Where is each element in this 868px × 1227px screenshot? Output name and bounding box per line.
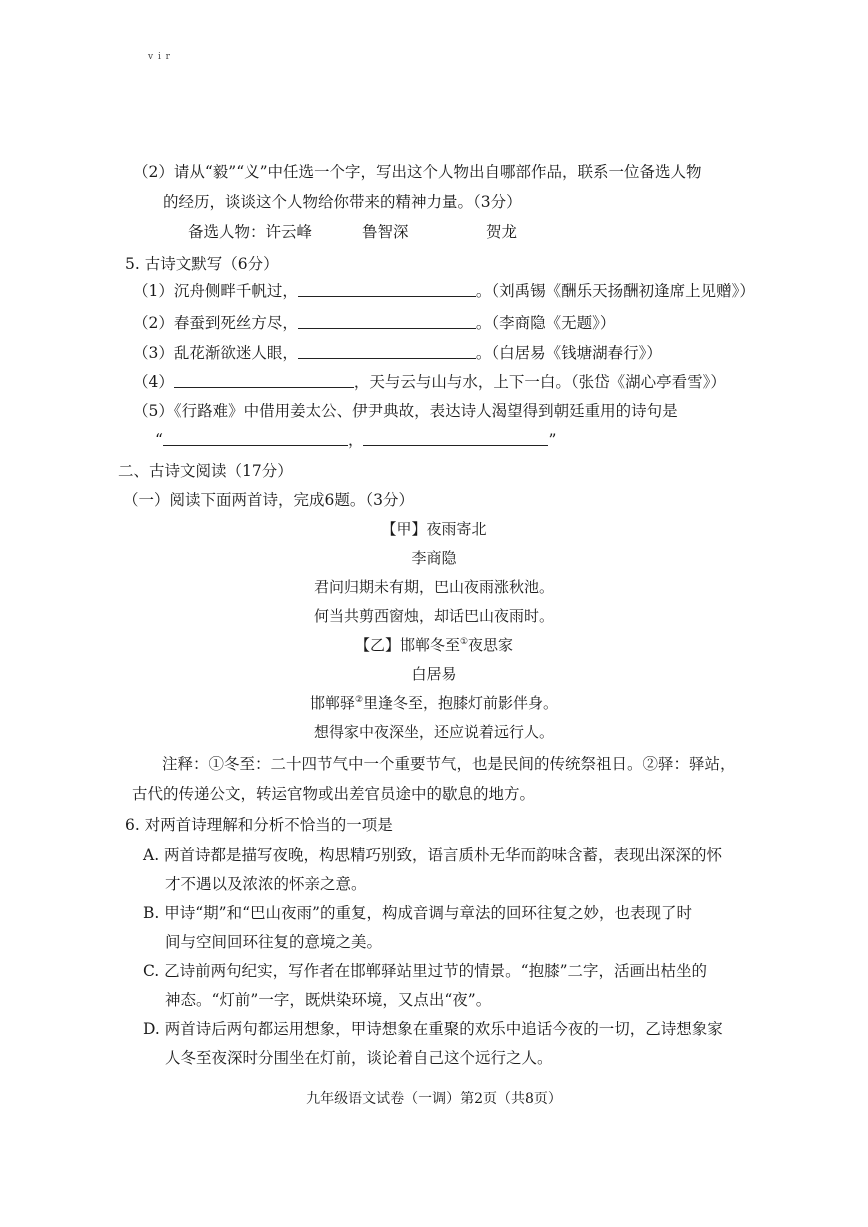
q5-item-3-source: 。（白居易《钱塘湖春行》） [475,344,662,362]
notes-line-1: 注释：①冬至：二十四节气中一个重要节气，也是民间的传统祭祖日。②驿：驿站， [162,755,736,773]
answer-blank[interactable] [363,431,548,446]
section-2-sub1: （一）阅读下面两首诗，完成6题。（3分） [123,491,414,509]
q6-option-a-line1[interactable]: A. 两首诗都是描写夜晚，构思精巧别致，语言质朴无华而韵味含蓄，表现出深深的怀 [143,846,723,864]
q5-title: 5. 古诗文默写（6分） [125,255,279,273]
close-quote: ” [548,431,557,449]
corner-mark: v i r [148,52,171,62]
q6-option-b-line2: 间与空间回环往复的意境之美。 [165,933,383,951]
poem-a-line-1: 君问归期未有期，巴山夜雨涨秋池。 [313,578,554,596]
answer-blank[interactable] [298,282,476,297]
notes-line-2: 古代的传递公文，转运官物或出差官员途中的歇息的地方。 [132,785,536,803]
q4-2-candidates-label: 备选人物：许云峰 [188,223,313,241]
comma: ， [347,431,364,449]
answer-blank[interactable] [163,431,348,446]
answer-blank[interactable] [174,373,354,388]
q4-2-line2: 的经历，谈谈这个人物给你带来的精神力量。（3分） [163,193,522,211]
section-2-title: 二、古诗文阅读（17分） [118,462,293,480]
q5-item-5-line2 [155,430,556,450]
poem-b-line-1 [0,693,868,713]
poem-b-line-1-tail: 里逢冬至，抱膝灯前影伴身。 [363,694,559,712]
poem-b-author: 白居易 [411,665,457,683]
answer-blank[interactable] [298,314,476,329]
page-footer: 九年级语文试卷（一调）第2页（共8页） [306,1091,562,1107]
q4-2-line1: （2）请从“毅”“义”中任选一个字，写出这个人物出自哪部作品，联系一位备选人物 [133,163,702,181]
q5-item-4 [133,372,726,392]
q5-item-5-line1: （5）《行路难》中借用姜太公、伊尹典故，表达诗人渴望得到朝廷重用的诗句是 [133,402,678,420]
q6-option-c-line1[interactable]: C. 乙诗前两句纪实，写作者在邯郸驿站里过节的情景。“抱膝”二字，活画出枯坐的 [143,962,708,980]
q5-item-3 [133,343,662,363]
q5-item-1 [133,281,755,301]
q6-option-d-line1[interactable]: D. 两首诗后两句都运用想象，甲诗想象在重聚的欢乐中追话今夜的一切，乙诗想象家 [143,1020,723,1038]
q5-item-4-prompt: （4） [133,373,174,391]
poem-a-author: 李商隐 [411,549,457,567]
poem-b-title-text: 【乙】邯郸冬至 [354,636,460,654]
q5-item-1-prompt: （1）沉舟侧畔千帆过， [133,282,298,300]
answer-blank[interactable] [298,344,476,359]
q5-item-2-source: 。（李商隐《无题》） [475,314,616,332]
footnote-ref-1: ① [459,637,469,647]
poem-b-line-2: 想得家中夜深坐，还应说着远行人。 [313,723,554,741]
q5-item-3-prompt: （3）乱花渐欲迷人眼， [133,344,298,362]
poem-b-title [0,635,868,655]
poem-a-title: 【甲】夜雨寄北 [381,520,487,538]
q4-2-candidate-3: 贺龙 [486,223,518,241]
q5-item-4-source: ，天与云与山与水，上下一白。（张岱《湖心亭看雪》） [353,373,726,391]
poem-a-line-2: 何当共剪西窗烛，却话巴山夜雨时。 [313,607,554,625]
open-quote: “ [155,431,163,449]
q6-option-d-line2: 人冬至夜深时分围坐在灯前，谈论着自己这个远行之人。 [165,1049,553,1067]
q5-item-2 [133,313,615,333]
poem-b-title-tail: 夜思家 [468,636,514,654]
q5-item-2-prompt: （2）春蚕到死丝方尽， [133,314,298,332]
q6-stem: 6. 对两首诗理解和分析不恰当的一项是 [125,816,393,834]
poem-b-line-1-head: 邯郸驿 [309,694,355,712]
q4-2-candidate-2: 鲁智深 [362,223,409,241]
q5-item-1-source: 。（刘禹锡《酬乐天扬酬初逢席上见赠》） [475,282,755,300]
q6-option-a-line2: 才不遇以及浓浓的怀亲之意。 [165,875,367,893]
q6-option-b-line1[interactable]: B. 甲诗“期”和“巴山夜雨”的重复，构成音调与章法的回环往复之妙，也表现了时 [143,904,692,922]
q6-option-c-line2: 神态。“灯前”一字，既烘染环境，又点出“夜”。 [165,991,492,1009]
footnote-ref-2: ② [354,695,364,705]
